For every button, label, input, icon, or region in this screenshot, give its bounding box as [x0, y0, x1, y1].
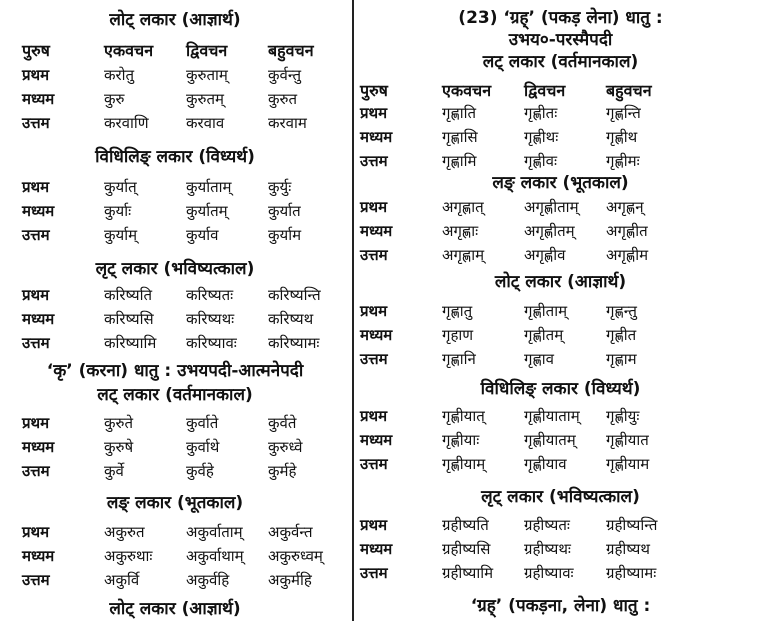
form-cell: अकुर्वाथाम् — [186, 547, 244, 565]
person-label: मध्यम — [360, 222, 393, 240]
form-cell: अकुरुत — [104, 523, 145, 541]
form-cell: ग्रहीष्यसि — [442, 540, 491, 558]
right-table-row — [356, 244, 765, 266]
form-cell: गृह्णीमः — [606, 152, 640, 170]
left-section-title: लृट् लकार (भविष्यत्काल) — [95, 259, 255, 279]
left-table-row — [0, 112, 350, 134]
left-table-row — [0, 88, 350, 110]
right-section-title: ‘ग्रह्’ (पकड़ना, लेना) धातु : — [470, 596, 651, 616]
form-cell: कुर्महे — [268, 462, 297, 480]
left-table-row — [0, 545, 350, 567]
left-table-row — [0, 521, 350, 543]
header-cell: बहुवचन — [268, 41, 314, 60]
form-cell: कुर्याताम् — [186, 178, 232, 196]
left-table-header — [0, 40, 350, 62]
form-cell: गृह्णीयुः — [606, 407, 640, 425]
person-label: उत्तम — [360, 246, 388, 264]
form-cell: अगृह्णन् — [606, 198, 644, 216]
form-cell: गृह्णीयाः — [442, 431, 480, 449]
person-label: मध्यम — [22, 547, 55, 565]
form-cell: अकुर्महि — [268, 571, 312, 589]
right-table-row — [356, 196, 765, 218]
form-cell: कुर्यात — [268, 202, 301, 220]
form-cell: अगृह्णीताम् — [524, 198, 579, 216]
right-section-title: उभय०-परस्मैपदी — [508, 30, 613, 50]
right-table-row — [356, 562, 765, 584]
right-table-row — [356, 324, 765, 346]
form-cell: अगृह्णाम् — [442, 246, 485, 264]
form-cell: गृहाण — [442, 326, 474, 344]
form-cell: ग्रहीष्यथः — [524, 540, 571, 558]
form-cell: करिष्यामि — [104, 334, 157, 352]
form-cell: करोतु — [104, 66, 135, 84]
form-cell: अगृह्णीतम् — [524, 222, 575, 240]
header-cell: पुरुष — [360, 81, 388, 100]
header-cell: द्विवचन — [524, 81, 566, 100]
left-section-title: लोट् लकार (आज्ञार्थ) — [109, 10, 241, 30]
right-table-row — [356, 453, 765, 475]
header-cell: द्विवचन — [186, 41, 228, 60]
person-label: मध्यम — [22, 202, 55, 220]
form-cell: कुर्वते — [268, 414, 297, 432]
form-cell: कुरुतम् — [186, 90, 225, 108]
person-label: उत्तम — [22, 462, 50, 480]
form-cell: गृह्णीयात — [606, 431, 649, 449]
form-cell: गृह्णीवः — [524, 152, 558, 170]
form-cell: करिष्यति — [104, 286, 153, 304]
form-cell: करिष्यतः — [186, 286, 234, 304]
form-cell: ग्रहीष्यथ — [606, 540, 650, 558]
right-section-title: लोट् लकार (आज्ञार्थ) — [494, 272, 627, 292]
right-table-row — [356, 405, 765, 427]
form-cell: ग्रहीष्यामः — [606, 564, 657, 582]
form-cell: गृह्णानि — [442, 350, 476, 368]
form-cell: गृह्णाति — [442, 104, 477, 122]
person-label: मध्यम — [360, 431, 393, 449]
form-cell: अगृह्णाः — [442, 222, 479, 240]
form-cell: गृह्णासि — [442, 128, 478, 146]
left-section-title: विधिलिङ् लकार (विध्यर्थ) — [95, 147, 255, 167]
left-table-row — [0, 412, 350, 434]
form-cell: गृह्णीथ — [606, 128, 638, 146]
form-cell: कुरुषे — [104, 438, 134, 456]
form-cell: कुर्यात् — [104, 178, 137, 196]
person-label: उत्तम — [22, 571, 50, 589]
form-cell: करिष्यावः — [186, 334, 237, 352]
person-label: प्रथम — [22, 66, 50, 84]
header-cell: बहुवचन — [606, 81, 652, 100]
form-cell: कुरुताम् — [186, 66, 228, 84]
person-label: उत्तम — [360, 564, 388, 582]
left-table-row — [0, 308, 350, 330]
left-table-row — [0, 224, 350, 246]
right-column — [356, 0, 765, 621]
form-cell: गृह्णन्ति — [606, 104, 641, 122]
form-cell: कुर्वन्तु — [268, 66, 302, 84]
header-cell: पुरुष — [22, 41, 50, 60]
form-cell: कुर्याव — [186, 226, 219, 244]
form-cell: गृह्णीयाम — [606, 455, 650, 473]
form-cell: अगृह्णात् — [442, 198, 484, 216]
form-cell: गृह्णाम — [606, 350, 637, 368]
right-table-row — [356, 150, 765, 172]
person-label: उत्तम — [360, 350, 388, 368]
form-cell: कुर्वे — [104, 462, 124, 480]
person-label: प्रथम — [22, 286, 50, 304]
person-label: उत्तम — [360, 455, 388, 473]
person-label: मध्यम — [22, 90, 55, 108]
person-label: प्रथम — [22, 523, 50, 541]
form-cell: गृह्णीयातम् — [524, 431, 576, 449]
form-cell: करिष्यथः — [186, 310, 235, 328]
person-label: उत्तम — [22, 334, 50, 352]
right-table-row — [356, 220, 765, 242]
person-label: मध्यम — [360, 326, 393, 344]
form-cell: गृह्णाव — [524, 350, 555, 368]
left-section-title: लट् लकार (वर्तमानकाल) — [97, 385, 253, 405]
form-cell: कुर्याम — [268, 226, 302, 244]
form-cell: करवाव — [186, 114, 225, 132]
right-table-row — [356, 429, 765, 451]
form-cell: ग्रहीष्यतः — [524, 516, 570, 534]
form-cell: करिष्यन्ति — [268, 286, 321, 304]
form-cell: कुर्याः — [104, 202, 132, 220]
form-cell: गृह्णीथः — [524, 128, 559, 146]
person-label: मध्यम — [22, 310, 55, 328]
form-cell: ग्रहीष्यामि — [442, 564, 494, 582]
form-cell: अकुर्वि — [104, 571, 140, 589]
form-cell: अकुर्वन्त — [268, 523, 313, 541]
left-table-row — [0, 460, 350, 482]
form-cell: कुर्युः — [268, 178, 292, 196]
right-table-row — [356, 126, 765, 148]
form-cell: गृह्णीतम् — [524, 326, 564, 344]
form-cell: अगृह्णीत — [606, 222, 648, 240]
person-label: प्रथम — [360, 407, 388, 425]
left-section-title: लोट् लकार (आज्ञार्थ) — [109, 599, 241, 619]
right-table-row — [356, 538, 765, 560]
left-table-row — [0, 176, 350, 198]
form-cell: अगृह्णीव — [524, 246, 566, 264]
form-cell: गृह्णामि — [442, 152, 477, 170]
right-section-title: विधिलिङ् लकार (विध्यर्थ) — [480, 379, 641, 399]
form-cell: कुरु — [104, 90, 125, 108]
person-label: उत्तम — [22, 114, 50, 132]
form-cell: अकुरुथाः — [104, 547, 153, 565]
right-section-title: लङ् लकार (भूतकाल) — [492, 173, 629, 193]
left-table-row — [0, 284, 350, 306]
left-table-row — [0, 569, 350, 591]
form-cell: गृह्णीतः — [524, 104, 558, 122]
form-cell: कुरुत — [268, 90, 298, 108]
right-table-row — [356, 102, 765, 124]
right-section-title: लृट् लकार (भविष्यत्काल) — [481, 487, 640, 507]
person-label: प्रथम — [22, 178, 50, 196]
left-column — [0, 0, 350, 621]
form-cell: करवाणि — [104, 114, 149, 132]
person-label: उत्तम — [22, 226, 50, 244]
form-cell: कुर्वाते — [186, 414, 219, 432]
left-section-title: लङ् लकार (भूतकाल) — [106, 493, 244, 513]
person-label: मध्यम — [360, 128, 393, 146]
person-label: प्रथम — [360, 104, 388, 122]
person-label: प्रथम — [22, 414, 50, 432]
person-label: मध्यम — [360, 540, 393, 558]
right-table-row — [356, 514, 765, 536]
form-cell: गृह्णातु — [442, 302, 473, 320]
form-cell: कुर्याम् — [104, 226, 138, 244]
form-cell: गृह्णीयाव — [524, 455, 567, 473]
form-cell: करवाम — [268, 114, 307, 132]
form-cell: गृह्णीयाताम् — [524, 407, 580, 425]
person-label: मध्यम — [22, 438, 55, 456]
right-table-row — [356, 300, 765, 322]
form-cell: कुर्वाथे — [186, 438, 220, 456]
form-cell: अकुर्वहि — [186, 571, 230, 589]
form-cell: अकुर्वाताम् — [186, 523, 243, 541]
form-cell: करिष्यामः — [268, 334, 320, 352]
person-label: उत्तम — [360, 152, 388, 170]
form-cell: कुरुते — [104, 414, 134, 432]
header-cell: एकवचन — [442, 81, 492, 100]
form-cell: गृह्णीताम् — [524, 302, 568, 320]
form-cell: गृह्णीत — [606, 326, 637, 344]
form-cell: कुर्वहे — [186, 462, 214, 480]
form-cell: ग्रहीष्यति — [442, 516, 489, 534]
form-cell: कुरुध्वे — [268, 438, 303, 456]
form-cell: गृह्णीयाम् — [442, 455, 486, 473]
form-cell: अकुरुध्वम् — [268, 547, 323, 565]
form-cell: कुर्यातम् — [186, 202, 228, 220]
right-section-title: (23) ‘ग्रह्’ (पकड़ लेना) धातु : — [458, 8, 663, 28]
column-divider — [352, 0, 354, 621]
left-table-row — [0, 332, 350, 354]
form-cell: गृह्णन्तु — [606, 302, 637, 320]
form-cell: ग्रहीष्यावः — [524, 564, 574, 582]
form-cell: करिष्यसि — [104, 310, 154, 328]
right-table-header — [356, 80, 765, 102]
header-cell: एकवचन — [104, 41, 154, 60]
left-table-row — [0, 200, 350, 222]
left-section-title: ‘कृ’ (करना) धातु : उभयपदी-आत्मनेपदी — [46, 361, 304, 381]
form-cell: ग्रहीष्यन्ति — [606, 516, 658, 534]
right-section-title: लट् लकार (वर्तमानकाल) — [482, 52, 639, 72]
right-table-row — [356, 348, 765, 370]
person-label: प्रथम — [360, 198, 388, 216]
person-label: प्रथम — [360, 516, 388, 534]
form-cell: गृह्णीयात् — [442, 407, 485, 425]
form-cell: करिष्यथ — [268, 310, 314, 328]
left-table-row — [0, 64, 350, 86]
left-table-row — [0, 436, 350, 458]
person-label: प्रथम — [360, 302, 388, 320]
form-cell: अगृह्णीम — [606, 246, 649, 264]
